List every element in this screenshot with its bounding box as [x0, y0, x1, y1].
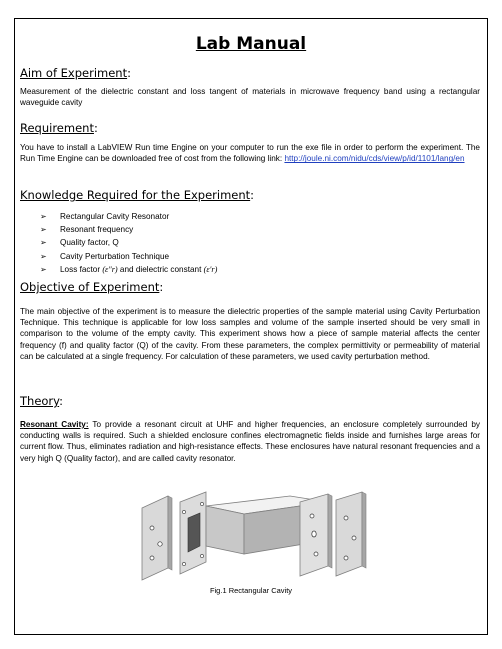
left-end-plate	[142, 496, 172, 580]
theory-heading: Theory:	[20, 394, 63, 408]
arrow-bullet-icon: ➢	[40, 264, 47, 274]
theory-text: Resonant Cavity: To provide a resonant circuit at UHF and higher frequencies, an enclosure completely surrounded by conducting walls is required. Such a shielded enclosure confines electromagnetic fields inside and furnishes large areas for current flow. Thus, eliminates radiation and high-resistance effects. These enclosures have natural resonant frequencies and a very high Q (Quality factor), and are called cavity resonator.	[20, 420, 480, 463]
far-end-plate	[336, 492, 366, 576]
list-item: ➢ Resonant frequency	[40, 223, 217, 236]
list-item: ➢ Cavity Perturbation Technique	[40, 250, 217, 263]
dielectric-constant-symbol: (ε′r)	[203, 264, 218, 274]
requirement-text: You have to install a LabVIEW Run time Engine on your computer to run the exe file in order to perform the experiment. The Run Time Engine can be downloaded free of cost from the following link: http://joule.ni.com/nidu/cds/view/p/id/1101/lang/en	[20, 143, 480, 164]
knowledge-list	[40, 210, 217, 276]
list-item: ➢ Loss factor (ε″r) and dielectric constant (ε′r)	[40, 263, 217, 276]
loss-factor-symbol: (ε″r)	[102, 264, 118, 274]
objective-heading: Objective of Experiment:	[20, 280, 164, 294]
aim-heading: Aim of Experiment:	[20, 66, 131, 80]
rectangular-cavity-figure	[140, 488, 370, 582]
list-item: ➢ Rectangular Cavity Resonator	[40, 210, 217, 223]
objective-text: The main objective of the experiment is to measure the dielectric properties of the sample material using Cavity Perturbation Technique. This technique is applicable for low loss samples and volume of the sample inserted should be very small in comparison to the volume of the empty cavity. This experiment shows how a piece of sample material affects the center frequency (f) and quality factor (Q) of the cavity. From these parameters, the complex permittivity or permeability of material can be calculated at a single frequency. For calculation of these parameters, we used cavity perturbation method.	[20, 307, 480, 361]
runtime-download-link[interactable]: http://joule.ni.com/nidu/cds/view/p/id/1101/lang/en	[284, 154, 465, 164]
page-title: Lab Manual	[195, 34, 307, 54]
requirement-heading: Requirement:	[20, 121, 98, 135]
aim-text: Measurement of the dielectric constant and loss tangent of materials in microwave frequency band using a rectangular waveguide cavity	[20, 87, 480, 108]
flange-plate	[180, 492, 206, 574]
right-end-plate	[300, 494, 332, 576]
arrow-bullet-icon: ➢	[40, 225, 47, 235]
resonant-cavity-term: Resonant Cavity:	[20, 420, 89, 429]
list-item: ➢ Quality factor, Q	[40, 236, 217, 249]
knowledge-heading: Knowledge Required for the Experiment:	[20, 188, 255, 202]
arrow-bullet-icon: ➢	[40, 212, 47, 221]
arrow-bullet-icon: ➢	[40, 238, 47, 248]
arrow-bullet-icon: ➢	[40, 251, 47, 261]
figure-caption: Fig.1 Rectangular Cavity	[209, 586, 293, 595]
